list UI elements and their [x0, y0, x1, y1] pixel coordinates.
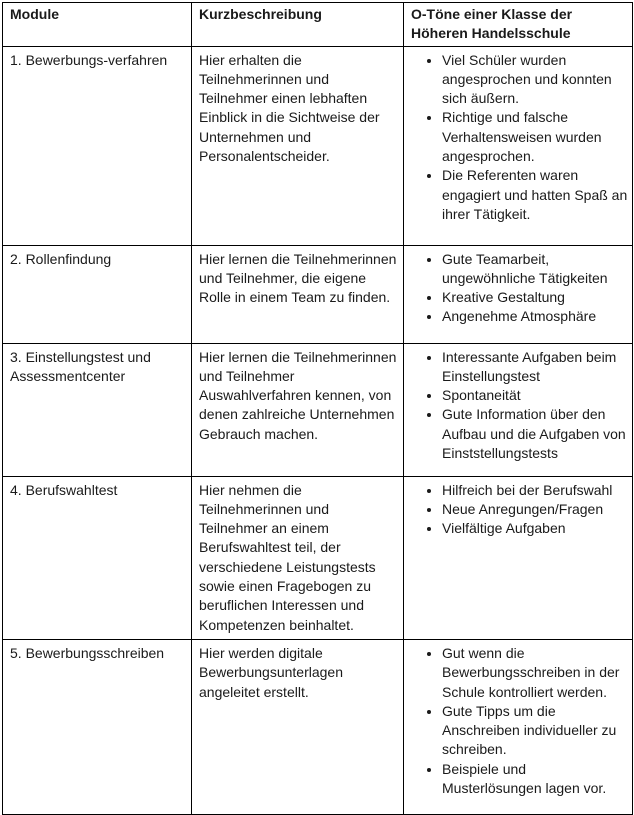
quote-item: • Interessante Aufgaben beim Einstellungstest: [442, 348, 628, 387]
quote-item: • Viel Schüler wurden angesprochen und konnten sich äußern.: [442, 51, 628, 109]
header-quotes: O-Töne einer Klasse der Höheren Handelsschule: [404, 3, 633, 47]
table-row: [3, 245, 633, 343]
module-table-container: [2, 2, 632, 815]
quote-item: • Vielfältige Aufgaben: [442, 519, 628, 538]
quotes-list: [406, 644, 628, 798]
quote-item: • Die Referenten waren engagiert und hatten Spaß an ihrer Tätigkeit.: [442, 166, 628, 224]
quotes-list: [406, 348, 628, 464]
module-cell: [3, 476, 192, 639]
module-name: 2. Rollenfindung: [10, 250, 112, 267]
table-row: [3, 343, 633, 476]
quotes-cell: [404, 639, 633, 814]
quotes-cell: [404, 476, 633, 639]
module-name: 1. Bewerbungs-verfahren: [10, 51, 168, 68]
quote-item: • Richtige und falsche Verhaltensweisen wurden angesprochen.: [442, 108, 628, 166]
module-name: 5. Bewerbungsschreiben: [10, 644, 165, 661]
description-cell: Hier nehmen die Teilnehmerinnen und Teilnehmer an einem Berufswahltest teil, der verschiedene Leistungstests sowie einen Fragebogen zu beruflichen Interessen und Kompetenzen beinhaltet.: [192, 476, 404, 639]
quote-item: • Beispiele und Musterlösungen lagen vor.: [442, 760, 628, 799]
quote-item: • Neue Anregungen/Fragen: [442, 500, 628, 519]
description-cell: Hier lernen die Teilnehmerinnen und Teilnehmer, die eigene Rolle in einem Team zu finden.: [192, 245, 404, 343]
quote-item: • Hilfreich bei der Berufswahl: [442, 481, 628, 500]
table-row: [3, 476, 633, 639]
quotes-cell: [404, 46, 633, 245]
quote-item: • Kreative Gestaltung: [442, 288, 628, 307]
table-row: [3, 46, 633, 245]
quote-item: • Gute Tipps um die Anschreiben individueller zu schreiben.: [442, 702, 628, 760]
description-cell: Hier erhalten die Teilnehmerinnen und Teilnehmer einen lebhaften Einblick in die Sichtweise der Unternehmen und Personalentscheider.: [192, 46, 404, 245]
quote-item: • Gute Information über den Aufbau und die Aufgaben von Einststellungstests: [442, 405, 628, 463]
module-cell: [3, 46, 192, 245]
quotes-cell: [404, 343, 633, 476]
quote-item: • Angenehme Atmosphäre: [442, 307, 628, 326]
quotes-list: [406, 51, 628, 225]
quote-item: • Spontaneität: [442, 386, 628, 405]
quotes-list: [406, 481, 628, 539]
module-cell: [3, 245, 192, 343]
header-row: [3, 3, 633, 47]
header-description: Kurzbeschreibung: [192, 3, 404, 47]
description-cell: Hier lernen die Teilnehmerinnen und Teilnehmer Auswahlverfahren kennen, von denen zahlreiche Unternehmen Gebrauch machen.: [192, 343, 404, 476]
header-module: Module: [3, 3, 192, 47]
module-table: [2, 2, 633, 815]
table-row: [3, 639, 633, 814]
module-cell: [3, 639, 192, 814]
quotes-cell: [404, 245, 633, 343]
module-cell: [3, 343, 192, 476]
module-name: 3. Einstellungstest und Assessmentcenter: [10, 348, 151, 384]
quote-item: • Gute Teamarbeit, ungewöhnliche Tätigkeiten: [442, 250, 628, 289]
description-cell: Hier werden digitale Bewerbungsunterlagen angeleitet erstellt.: [192, 639, 404, 814]
quote-item: • Gut wenn die Bewerbungsschreiben in der Schule kontrolliert werden.: [442, 644, 628, 702]
module-name: 4. Berufswahltest: [10, 481, 118, 498]
quotes-list: [406, 250, 628, 327]
